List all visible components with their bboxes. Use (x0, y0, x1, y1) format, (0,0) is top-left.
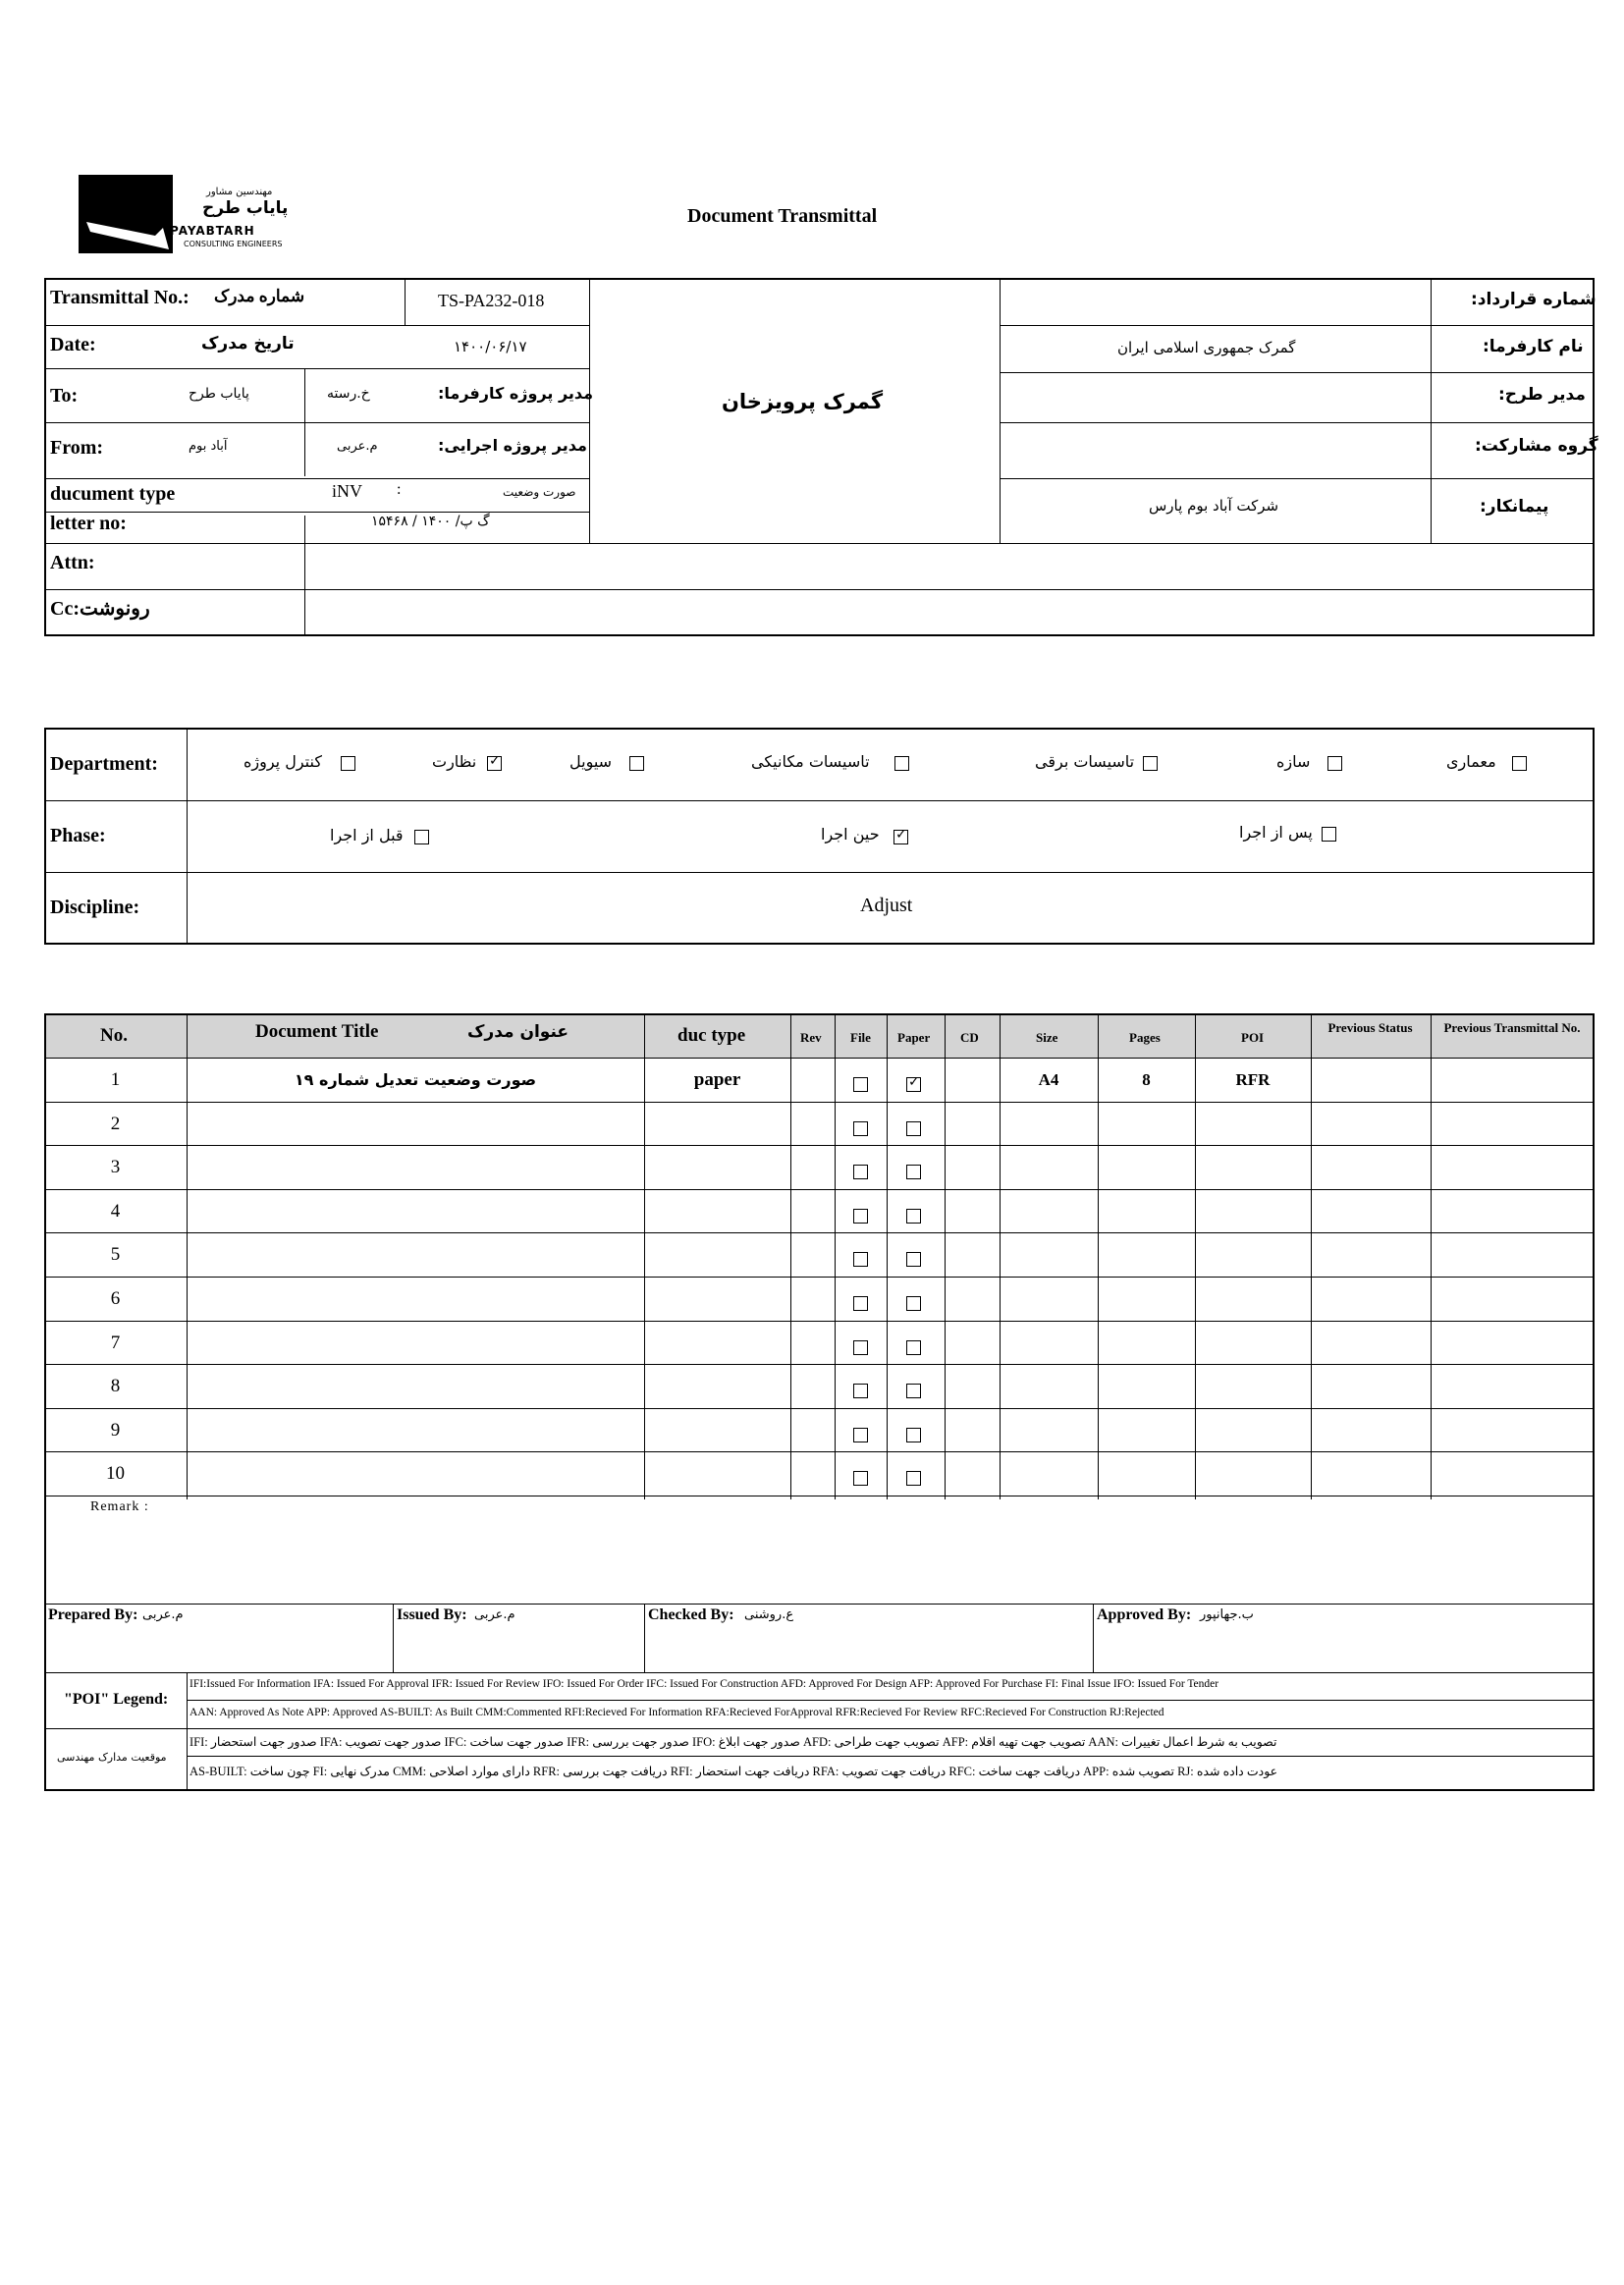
col-header-cd: CD (960, 1030, 979, 1045)
row-type (644, 1145, 790, 1189)
prepared-value: م.عربی (142, 1607, 184, 1622)
row-title (187, 1364, 644, 1408)
row-type (644, 1451, 790, 1496)
row-prev-no (1431, 1451, 1595, 1496)
dept-checkbox-3[interactable] (894, 756, 909, 771)
row-cd (945, 1277, 1000, 1321)
remark-label: Remark : (90, 1499, 149, 1514)
logo-text-sub: CONSULTING ENGINEERS (184, 240, 283, 248)
transmittal-label-fa: شماره مدرک (214, 287, 305, 305)
legend-line-4: AS-BUILT: چون ساخت FI: مدرک نهایی CMM: دارای موارد اصلاحی RFR: دریافت جهت بررسی RFI: دریافت جهت استحضار RFA: دریافت جهت تصویب RFC: دریافت جهت ساخت APP: تصویب شده RJ: عودت داده شده (189, 1765, 1278, 1778)
row-title (187, 1189, 644, 1233)
row-pages (1098, 1321, 1195, 1365)
to-role: مدیر پروژه کارفرما: (438, 384, 594, 403)
row-prev-status (1311, 1408, 1431, 1452)
row-cd (945, 1189, 1000, 1233)
logo-text-en: PAYABTARH (170, 224, 255, 238)
row-title (187, 1408, 644, 1452)
row-file-checkbox[interactable] (853, 1252, 868, 1267)
phase-checkbox-2[interactable] (414, 830, 429, 844)
row-rev (790, 1189, 835, 1233)
row-pages (1098, 1451, 1195, 1496)
dept-label-6: کنترل پروژه (244, 752, 322, 771)
phase-checkbox-1[interactable] (893, 830, 908, 844)
date-value: ۱۴۰۰/۰۶/۱۷ (454, 338, 527, 355)
row-prev-status (1311, 1232, 1431, 1277)
row-type (644, 1364, 790, 1408)
project-name: گمرک پرویزخان (722, 390, 884, 413)
col-header-paper: Paper (897, 1030, 931, 1045)
row-prev-status (1311, 1145, 1431, 1189)
row-file-checkbox[interactable] (853, 1209, 868, 1224)
discipline-label: Discipline: (50, 897, 140, 918)
col-header-poi: POI (1241, 1030, 1265, 1045)
letter-value: ۱۵۴۶۸ / گ پ/ ۱۴۰۰ (371, 514, 490, 529)
doctype-sep: : (397, 481, 402, 498)
row-pages (1098, 1408, 1195, 1452)
from-label: From: (50, 437, 104, 459)
row-poi (1195, 1364, 1311, 1408)
row-size (1000, 1364, 1098, 1408)
col-header-type: duc type (677, 1025, 746, 1046)
approved-value: ب.جهانپور (1200, 1607, 1254, 1622)
dept-checkbox-0[interactable] (1512, 756, 1527, 771)
col-header-pages: Pages (1129, 1030, 1161, 1045)
to-person: خ.رسته (327, 386, 370, 402)
to-value: پایاب طرح (189, 386, 249, 402)
row-size (1000, 1145, 1098, 1189)
row-prev-no (1431, 1364, 1595, 1408)
row-prev-no (1431, 1321, 1595, 1365)
row-no: 6 (110, 1288, 121, 1309)
contract-label: شماره قرارداد: (1471, 290, 1597, 309)
row-rev (790, 1321, 835, 1365)
to-label: To: (50, 385, 79, 407)
row-prev-no (1431, 1102, 1595, 1146)
row-title (187, 1277, 644, 1321)
row-type (644, 1277, 790, 1321)
col-header-no: No. (100, 1025, 128, 1046)
legend-line-2: AAN: Approved As Note APP: Approved AS-BUILT: As Built CMM:Commented RFI:Recieved For Information RFA:Recieved ForApproval RFR:Recieved For Review RFC:Recieved For Construction RJ:Rejected (189, 1707, 1164, 1718)
row-cd (945, 1408, 1000, 1452)
row-file-checkbox[interactable] (853, 1165, 868, 1179)
col-header-size: Size (1036, 1030, 1058, 1045)
info-box (44, 278, 1595, 636)
row-paper-checkbox[interactable] (906, 1471, 921, 1486)
phase-label-0: پس از اجرا (1239, 823, 1313, 842)
row-pages: 8 (1142, 1070, 1151, 1089)
row-paper-checkbox[interactable] (906, 1077, 921, 1092)
doctype-label: ducument type (50, 483, 176, 505)
row-size (1000, 1189, 1098, 1233)
row-no: 3 (110, 1157, 121, 1177)
dept-label-4: سیویل (569, 752, 613, 771)
row-poi (1195, 1102, 1311, 1146)
row-pages (1098, 1145, 1195, 1189)
row-title (187, 1232, 644, 1277)
from-role: مدیر پروژه اجرایی: (438, 436, 587, 455)
dept-label-0: معماری (1446, 752, 1496, 771)
row-cd (945, 1232, 1000, 1277)
row-title (187, 1102, 644, 1146)
designer-label: مدیر طرح: (1498, 385, 1586, 405)
col-header-prev-status: Previous Status (1327, 1020, 1413, 1035)
row-type (644, 1189, 790, 1233)
row-rev (790, 1364, 835, 1408)
row-cd (945, 1145, 1000, 1189)
date-label-fa: تاریخ مدرک (201, 334, 295, 354)
row-paper-checkbox[interactable] (906, 1209, 921, 1224)
row-title (187, 1321, 644, 1365)
row-poi (1195, 1277, 1311, 1321)
row-prev-status (1311, 1058, 1431, 1102)
logo-text-fa: پایاب طرح (202, 198, 289, 218)
row-poi (1195, 1232, 1311, 1277)
employer-label: نام کارفرما: (1483, 337, 1584, 356)
row-prev-no (1431, 1058, 1595, 1102)
row-rev (790, 1232, 835, 1277)
col-header-title-fa: عنوان مدرک (467, 1022, 569, 1042)
row-prev-status (1311, 1102, 1431, 1146)
row-paper-checkbox[interactable] (906, 1428, 921, 1442)
doctype-fa: صورت وضعیت (503, 485, 576, 499)
row-prev-status (1311, 1451, 1431, 1496)
row-title (187, 1145, 644, 1189)
row-size (1000, 1102, 1098, 1146)
discipline-value: Adjust (860, 895, 913, 916)
attn-label: Attn: (50, 552, 95, 573)
dept-checkbox-6[interactable] (341, 756, 355, 771)
letter-label: letter no: (50, 513, 127, 534)
row-type (644, 1232, 790, 1277)
contractor-value: شرکت آباد بوم پارس (1149, 497, 1279, 515)
checked-label: Checked By: (648, 1606, 734, 1623)
phase-label-1: حین اجرا (821, 825, 880, 843)
row-rev (790, 1451, 835, 1496)
dept-label-3: تاسیسات مکانیکی (751, 752, 870, 771)
issued-label: Issued By: (397, 1606, 467, 1623)
row-size (1000, 1277, 1098, 1321)
logo-mark-icon (79, 175, 173, 253)
company-logo (79, 175, 299, 255)
dept-label-5: نظارت (432, 752, 477, 771)
dept-checkbox-5[interactable] (487, 756, 502, 771)
row-pages (1098, 1277, 1195, 1321)
dept-checkbox-1[interactable] (1327, 756, 1342, 771)
dept-label-1: سازه (1276, 752, 1311, 771)
table-row (0, 1058, 1624, 1102)
row-title (187, 1451, 644, 1496)
phase-label-2: قبل از اجرا (330, 826, 404, 844)
row-prev-status (1311, 1364, 1431, 1408)
row-poi (1195, 1408, 1311, 1452)
row-rev (790, 1145, 835, 1189)
approved-label: Approved By: (1097, 1606, 1192, 1623)
row-file-checkbox[interactable] (853, 1296, 868, 1311)
dept-checkbox-4[interactable] (629, 756, 644, 771)
row-rev (790, 1408, 835, 1452)
row-rev (790, 1102, 835, 1146)
dept-checkbox-2[interactable] (1143, 756, 1158, 771)
row-rev (790, 1058, 835, 1102)
row-poi (1195, 1189, 1311, 1233)
row-no: 2 (110, 1114, 121, 1134)
from-person: م.عربی (337, 439, 378, 454)
row-no: 1 (110, 1069, 121, 1090)
row-size: A4 (1038, 1070, 1059, 1089)
row-pages (1098, 1232, 1195, 1277)
table-row (0, 1145, 1624, 1189)
row-type (644, 1408, 790, 1452)
row-prev-no (1431, 1189, 1595, 1233)
doctype-value: iNV (332, 481, 362, 501)
row-type (644, 1102, 790, 1146)
dept-label-2: تاسیسات برقی (1035, 752, 1135, 771)
transmittal-no: TS-PA232-018 (438, 291, 545, 310)
prepared-label: Prepared By: (48, 1606, 138, 1623)
row-poi: RFR (1235, 1070, 1271, 1089)
row-prev-no (1431, 1408, 1595, 1452)
table-row (0, 1408, 1624, 1452)
legend-line-1: IFI:Issued For Information IFA: Issued For Approval IFR: Issued For Review IFO: Issued For Order IFC: Issued For Construction AFD: Approved For Design AFP: Approved For Purchase FI: Final Issue IFO: Issued For Tender (189, 1678, 1219, 1690)
table-row (0, 1232, 1624, 1277)
row-no: 7 (110, 1333, 121, 1353)
row-no: 10 (106, 1463, 125, 1484)
row-size (1000, 1451, 1098, 1496)
page-title: Document Transmittal (687, 205, 878, 227)
row-prev-no (1431, 1232, 1595, 1277)
logo-text-fa-small: مهندسین مشاور (206, 187, 273, 197)
checked-value: ع.روشنی (744, 1607, 794, 1622)
department-label: Department: (50, 753, 158, 775)
legend-line-3: IFI: صدور جهت استحضار IFA: صدور جهت تصویب IFC: صدور جهت ساخت IFR: صدور جهت بررسی IFO: صدور جهت ابلاغ AFD: تصویب جهت طراحی AFP: تصویب جهت تهیه اقلام AAN: تصویب به شرط اعمال تغییرات (189, 1735, 1277, 1749)
row-pages (1098, 1364, 1195, 1408)
row-size (1000, 1321, 1098, 1365)
legend-fa-label: موقعیت مدارک مهندسی (57, 1751, 167, 1764)
row-file-checkbox[interactable] (853, 1428, 868, 1442)
phase-checkbox-0[interactable] (1322, 827, 1336, 842)
row-file-checkbox[interactable] (853, 1340, 868, 1355)
row-poi (1195, 1321, 1311, 1365)
row-type (644, 1321, 790, 1365)
row-file-checkbox[interactable] (853, 1384, 868, 1398)
col-header-file: File (850, 1030, 871, 1045)
transmittal-label: Transmittal No.: (50, 287, 189, 308)
row-cd (945, 1364, 1000, 1408)
from-value: آباد بوم (189, 439, 228, 454)
row-paper-checkbox[interactable] (906, 1252, 921, 1267)
poi-legend-label: "POI" Legend: (64, 1691, 169, 1708)
date-label: Date: (50, 334, 96, 355)
row-prev-no (1431, 1145, 1595, 1189)
row-cd (945, 1321, 1000, 1365)
row-paper-checkbox[interactable] (906, 1165, 921, 1179)
issued-value: م.عربی (474, 1607, 515, 1622)
table-row (0, 1277, 1624, 1321)
row-paper-checkbox[interactable] (906, 1296, 921, 1311)
row-no: 4 (110, 1201, 121, 1222)
row-file-checkbox[interactable] (853, 1077, 868, 1092)
contractor-label: پیمانکار: (1480, 497, 1549, 517)
partnership-label: گروه مشارکت: (1475, 436, 1598, 456)
table-row (0, 1451, 1624, 1496)
row-no: 9 (110, 1420, 121, 1441)
row-size (1000, 1232, 1098, 1277)
col-header-rev: Rev (800, 1030, 822, 1045)
row-type: paper (693, 1069, 741, 1090)
row-cd (945, 1451, 1000, 1496)
col-header-prev-no: Previous Transmittal No. (1443, 1020, 1581, 1035)
row-poi (1195, 1451, 1311, 1496)
row-no: 5 (110, 1244, 121, 1265)
row-file-checkbox[interactable] (853, 1471, 868, 1486)
row-no: 8 (110, 1376, 121, 1396)
phase-label: Phase: (50, 825, 106, 846)
row-prev-no (1431, 1277, 1595, 1321)
table-row (0, 1189, 1624, 1233)
cc-label: Cc:رونوشت (50, 598, 150, 620)
row-prev-status (1311, 1277, 1431, 1321)
row-rev (790, 1277, 835, 1321)
row-prev-status (1311, 1189, 1431, 1233)
row-poi (1195, 1145, 1311, 1189)
row-pages (1098, 1102, 1195, 1146)
table-row (0, 1321, 1624, 1365)
row-cd (945, 1058, 1000, 1102)
row-paper-checkbox[interactable] (906, 1121, 921, 1136)
col-header-title: Document Title (255, 1021, 379, 1042)
row-file-checkbox[interactable] (853, 1121, 868, 1136)
row-prev-status (1311, 1321, 1431, 1365)
table-row (0, 1102, 1624, 1146)
row-pages (1098, 1189, 1195, 1233)
table-row (0, 1364, 1624, 1408)
row-size (1000, 1408, 1098, 1452)
row-cd (945, 1102, 1000, 1146)
row-paper-checkbox[interactable] (906, 1340, 921, 1355)
row-title: صورت وضعیت تعدیل شماره ۱۹ (294, 1070, 537, 1089)
employer-value: گمرک جمهوری اسلامی ایران (1117, 339, 1296, 356)
row-paper-checkbox[interactable] (906, 1384, 921, 1398)
